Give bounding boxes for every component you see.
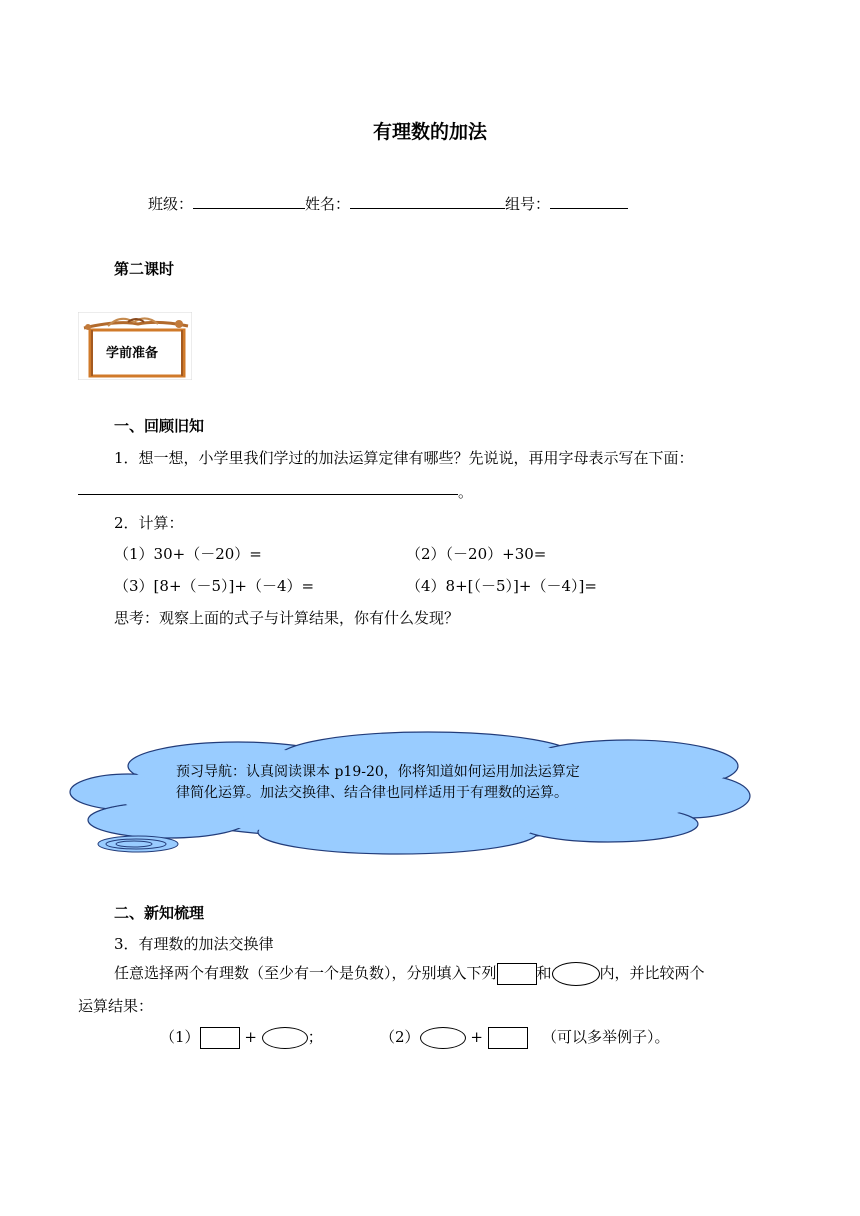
badge-graphic bbox=[78, 312, 192, 380]
example-1 bbox=[160, 1026, 323, 1049]
badge-label: 学前准备 bbox=[106, 346, 159, 361]
name-label: 姓名： bbox=[305, 195, 351, 213]
class-label: 班级： bbox=[148, 195, 194, 213]
lesson-label: 第二课时 bbox=[114, 260, 175, 278]
example-2 bbox=[380, 1026, 670, 1049]
cloud-text-line2: 律简化运算。加法交换律、结合律也同样适用于有理数的运算。 bbox=[176, 785, 568, 801]
name-blank[interactable] bbox=[350, 194, 505, 209]
answer-line-1[interactable] bbox=[78, 494, 458, 495]
instruction-text-c: 内，并比较两个 bbox=[599, 964, 705, 982]
example-1-label: （1） bbox=[160, 1028, 200, 1046]
calc-item-1: （1）30+（－20）= bbox=[114, 545, 262, 563]
class-blank[interactable] bbox=[193, 194, 305, 209]
question-2: 2．计算： bbox=[114, 514, 184, 532]
cloud-text-line1: 预习导航：认真阅读课本 p19-20，你将知道如何运用加法运算定 bbox=[176, 764, 580, 780]
question-1: 1．想一想，小学里我们学过的加法运算定律有哪些？先说说，再用字母表示写在下面： bbox=[114, 449, 694, 467]
example-1-box[interactable] bbox=[200, 1027, 240, 1049]
example-2-box[interactable] bbox=[488, 1027, 528, 1049]
example-1-plus: + bbox=[244, 1028, 257, 1046]
instruction-text-a: 任意选择两个有理数（至少有一个是负数），分别填入下列 bbox=[114, 964, 497, 982]
example-2-label: （2） bbox=[380, 1028, 420, 1046]
group-label: 组号： bbox=[505, 195, 551, 213]
instruction-line-2: 运算结果： bbox=[78, 997, 154, 1015]
input-box[interactable] bbox=[497, 963, 537, 985]
think-prompt: 思考：观察上面的式子与计算结果，你有什么发现？ bbox=[114, 609, 460, 627]
section1-heading: 一、回顾旧知 bbox=[114, 417, 205, 435]
student-info-line bbox=[148, 193, 628, 214]
instruction-text-b: 和 bbox=[536, 964, 552, 982]
calc-item-2: （2）（－20）+30= bbox=[406, 545, 547, 563]
group-blank[interactable] bbox=[550, 194, 628, 209]
question-3: 3．有理数的加法交换律 bbox=[114, 935, 274, 953]
example-2-end: （可以多举例子）。 bbox=[542, 1028, 670, 1046]
example-1-end: ； bbox=[307, 1028, 323, 1046]
example-2-oval[interactable] bbox=[420, 1027, 466, 1049]
section2-heading: 二、新知梳理 bbox=[114, 904, 205, 922]
calc-item-4: （4）8+[（－5）]+（－4）]= bbox=[406, 577, 597, 595]
page-title: 有理数的加法 bbox=[372, 121, 487, 143]
question-1-end: 。 bbox=[458, 483, 474, 501]
example-1-oval[interactable] bbox=[262, 1027, 308, 1049]
example-2-plus: + bbox=[470, 1028, 483, 1046]
calc-item-3: （3）[8+（－5）]+（－4）= bbox=[114, 577, 315, 595]
input-oval[interactable] bbox=[552, 962, 600, 986]
instruction-line bbox=[114, 962, 705, 986]
